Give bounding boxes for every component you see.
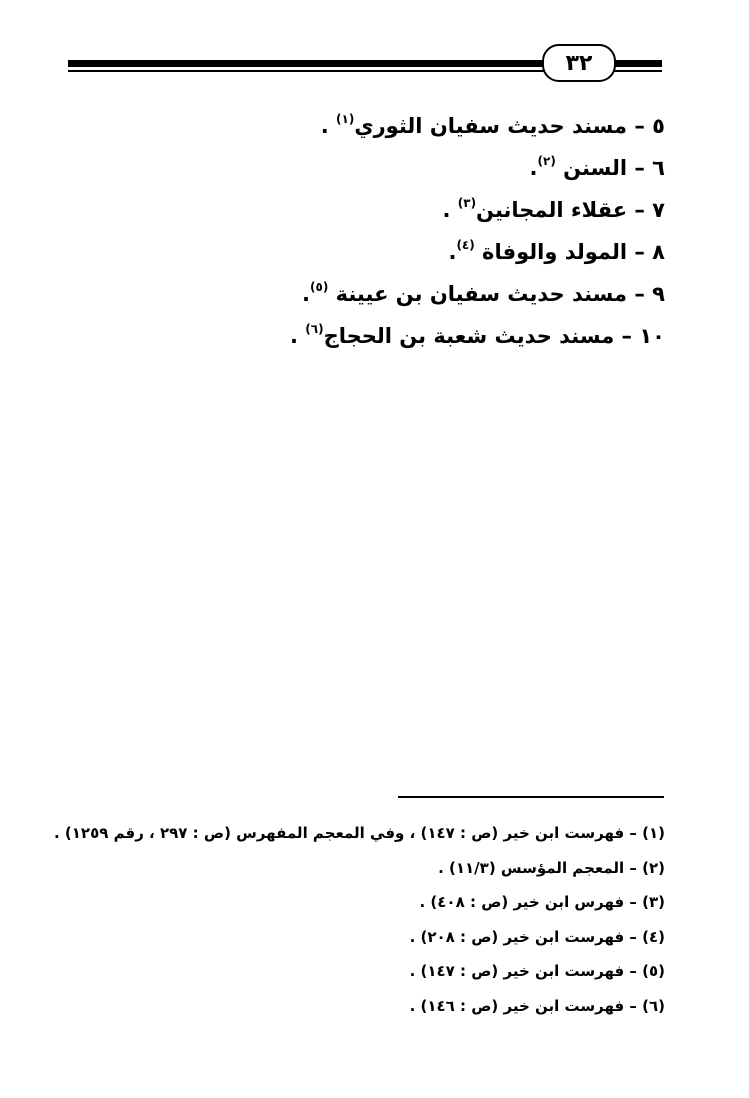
footnote-ref: (٥) — [310, 280, 329, 294]
list-item — [105, 224, 665, 266]
footnote-ref: (٣) — [457, 196, 477, 210]
footnote: (٥) – فهرست ابن خير (ص : ١٤٧) . — [409, 962, 665, 980]
item-tail: . — [302, 282, 311, 306]
footnote-ref: (٤) — [456, 238, 475, 252]
footnote-ref: (٢) — [537, 154, 556, 168]
item-text: ٦ – السنن — [555, 156, 665, 180]
page-number: ٣٢ — [565, 50, 593, 76]
list-item — [105, 182, 665, 224]
list-item — [105, 266, 665, 308]
footnote-ref: (١) — [336, 112, 355, 126]
footnote: (٣) – فهرس ابن خير (ص : ٤٠٨) . — [419, 893, 665, 911]
footnote: (٤) – فهرست ابن خير (ص : ٢٠٨) . — [409, 927, 665, 946]
page-header — [68, 40, 662, 90]
item-tail: . — [448, 240, 457, 264]
item-text: ٨ – المولد والوفاة — [474, 240, 665, 264]
item-text: ٥ – مسند حديث سفيان الثوري — [354, 114, 665, 138]
list-item — [105, 140, 665, 182]
list-item — [105, 98, 665, 140]
item-text: ٧ – عقلاء المجانين — [476, 198, 665, 222]
footnote: (١) – فهرست ابن خير (ص : ١٤٧) ، وفي المعجم المفهرس (ص : ٢٩٧ ، رقم ١٢٥٩) . — [53, 824, 665, 842]
item-text: ٩ – مسند حديث سفيان بن عيينة — [328, 282, 665, 306]
footnote-ref: (٦) — [305, 322, 324, 336]
page-number-badge — [542, 44, 616, 82]
footnote: (٦) – فهرست ابن خير (ص : ١٤٦) . — [409, 996, 665, 1015]
item-tail: . — [320, 114, 337, 138]
item-tail: . — [442, 198, 458, 222]
item-tail: . — [529, 156, 538, 180]
footnote-separator — [398, 796, 664, 798]
footnotes — [53, 816, 665, 1023]
work-list — [105, 98, 665, 350]
item-tail: . — [289, 324, 306, 348]
list-item — [105, 308, 665, 350]
item-text: ١٠ – مسند حديث شعبة بن الحجاج — [323, 324, 665, 348]
footnote: (٢) – المعجم المؤسس (١١/٣) . — [438, 858, 665, 877]
